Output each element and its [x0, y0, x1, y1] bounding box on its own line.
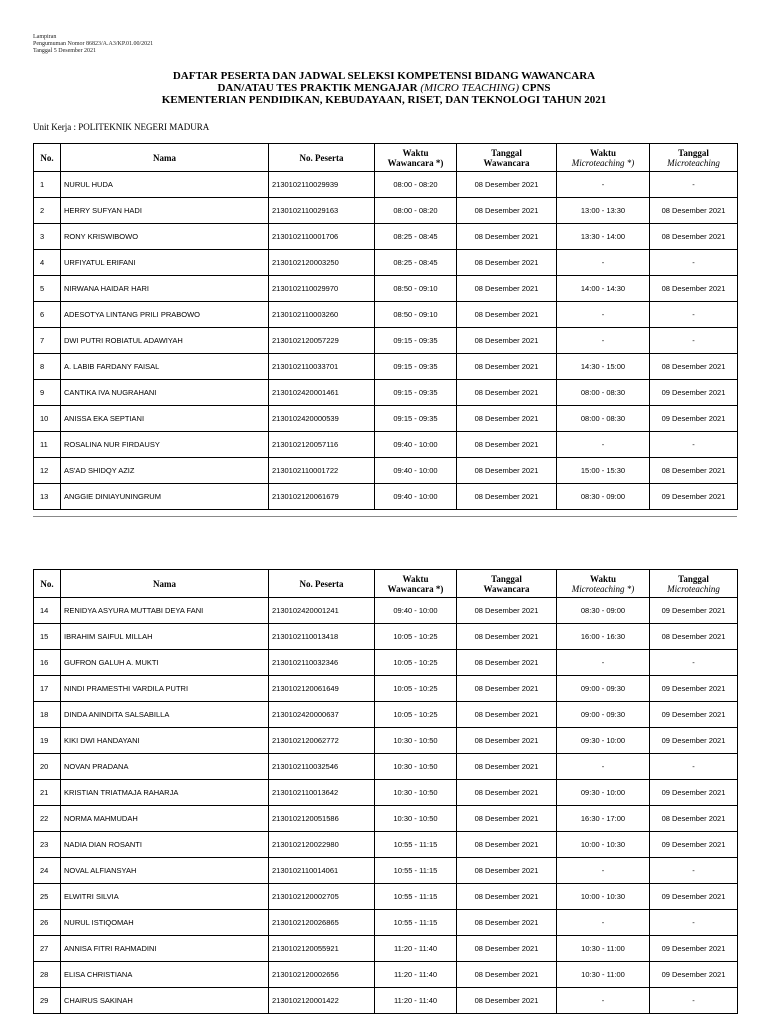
- cell-waktu-microteaching: 10:00 - 10:30: [557, 832, 650, 858]
- cell-no-peserta: 2130102420001241: [269, 598, 375, 624]
- cell-no-peserta: 2130102110029939: [269, 172, 375, 198]
- cell-nama: ANGGIE DINIAYUNINGRUM: [61, 484, 269, 510]
- cell-waktu-wawancara: 10:55 - 11:15: [375, 910, 457, 936]
- cell-tanggal-wawancara: 08 Desember 2021: [457, 302, 557, 328]
- cell-no-peserta: 2130102110003260: [269, 302, 375, 328]
- cell-waktu-microteaching: 10:30 - 11:00: [557, 962, 650, 988]
- cell-no-peserta: 2130102110033701: [269, 354, 375, 380]
- col-header-no: No.: [34, 570, 61, 598]
- table-row: [34, 328, 738, 354]
- cell-tanggal-wawancara: 08 Desember 2021: [457, 936, 557, 962]
- table-row: [34, 354, 738, 380]
- cell-tanggal-microteaching: -: [650, 754, 738, 780]
- cell-nama: GUFRON GALUH A. MUKTI: [61, 650, 269, 676]
- cell-no: 11: [34, 432, 61, 458]
- cell-waktu-wawancara: 10:55 - 11:15: [375, 858, 457, 884]
- cell-no: 18: [34, 702, 61, 728]
- cell-waktu-wawancara: 09:40 - 10:00: [375, 432, 457, 458]
- title-line-2-post: CPNS: [519, 82, 551, 94]
- cell-tanggal-wawancara: 08 Desember 2021: [457, 598, 557, 624]
- cell-no-peserta: 2130102120057229: [269, 328, 375, 354]
- hdr-tgl-m-2: Microteaching: [667, 583, 720, 594]
- hdr-tgl-w-1: Tanggal: [491, 147, 522, 158]
- cell-tanggal-microteaching: 09 Desember 2021: [650, 962, 738, 988]
- announcement-number: Pengumuman Nomor 86823/A.A3/KP.01.00/2021: [33, 41, 154, 47]
- cell-waktu-wawancara: 11:20 - 11:40: [375, 936, 457, 962]
- cell-waktu-microteaching: -: [557, 172, 650, 198]
- cell-no-peserta: 2130102120001422: [269, 988, 375, 1014]
- cell-waktu-microteaching: 14:00 - 14:30: [557, 276, 650, 302]
- cell-tanggal-wawancara: 08 Desember 2021: [457, 676, 557, 702]
- cell-tanggal-microteaching: 09 Desember 2021: [650, 380, 738, 406]
- col-header-tanggal-wawancara: [457, 570, 557, 598]
- table-row: [34, 302, 738, 328]
- hdr-tgl-w-1: Tanggal: [491, 573, 522, 584]
- cell-tanggal-microteaching: 09 Desember 2021: [650, 702, 738, 728]
- cell-waktu-microteaching: 09:30 - 10:00: [557, 728, 650, 754]
- cell-waktu-wawancara: 10:30 - 10:50: [375, 754, 457, 780]
- col-header-waktu-wawancara: [375, 144, 457, 172]
- cell-no-peserta: 2130102120022980: [269, 832, 375, 858]
- cell-waktu-microteaching: -: [557, 650, 650, 676]
- cell-nama: NURUL HUDA: [61, 172, 269, 198]
- cell-tanggal-wawancara: 08 Desember 2021: [457, 780, 557, 806]
- cell-waktu-wawancara: 08:00 - 08:20: [375, 198, 457, 224]
- cell-waktu-wawancara: 08:25 - 08:45: [375, 224, 457, 250]
- cell-waktu-wawancara: 10:05 - 10:25: [375, 650, 457, 676]
- cell-waktu-wawancara: 11:20 - 11:40: [375, 962, 457, 988]
- cell-waktu-microteaching: 09:30 - 10:00: [557, 780, 650, 806]
- cell-tanggal-wawancara: 08 Desember 2021: [457, 328, 557, 354]
- table-row: [34, 458, 738, 484]
- cell-waktu-wawancara: 10:05 - 10:25: [375, 624, 457, 650]
- cell-no: 22: [34, 806, 61, 832]
- col-header-nama: Nama: [61, 570, 269, 598]
- cell-waktu-wawancara: 09:40 - 10:00: [375, 598, 457, 624]
- cell-waktu-microteaching: 13:00 - 13:30: [557, 198, 650, 224]
- cell-tanggal-microteaching: 08 Desember 2021: [650, 806, 738, 832]
- cell-nama: ROSALINA NUR FIRDAUSY: [61, 432, 269, 458]
- cell-tanggal-wawancara: 08 Desember 2021: [457, 624, 557, 650]
- table-row: [34, 624, 738, 650]
- title-line-2: [0, 82, 768, 94]
- cell-waktu-microteaching: 08:30 - 09:00: [557, 484, 650, 510]
- attachment-label: Lampiran: [33, 34, 57, 40]
- cell-nama: RONY KRISWIBOWO: [61, 224, 269, 250]
- title-line-2-italic: (MICRO TEACHING): [420, 82, 520, 94]
- cell-nama: NOVAN PRADANA: [61, 754, 269, 780]
- cell-tanggal-wawancara: 08 Desember 2021: [457, 484, 557, 510]
- cell-nama: IBRAHIM SAIFUL MILLAH: [61, 624, 269, 650]
- hdr-tgl-w-2: Wawancara: [483, 157, 530, 168]
- table-row: [34, 806, 738, 832]
- cell-tanggal-microteaching: 09 Desember 2021: [650, 598, 738, 624]
- cell-waktu-microteaching: 08:30 - 09:00: [557, 598, 650, 624]
- cell-no: 28: [34, 962, 61, 988]
- cell-no: 12: [34, 458, 61, 484]
- cell-waktu-microteaching: -: [557, 754, 650, 780]
- cell-no-peserta: 2130102110029163: [269, 198, 375, 224]
- cell-nama: HERRY SUFYAN HADI: [61, 198, 269, 224]
- cell-waktu-microteaching: 15:00 - 15:30: [557, 458, 650, 484]
- hdr-waktu-m-1: Waktu: [589, 147, 616, 158]
- hdr-waktu-m-2: Microteaching *): [571, 583, 635, 594]
- col-header-tanggal-wawancara: [457, 144, 557, 172]
- table-body-1: [34, 172, 738, 510]
- cell-tanggal-wawancara: 08 Desember 2021: [457, 806, 557, 832]
- table-row: [34, 728, 738, 754]
- cell-nama: KRISTIAN TRIATMAJA RAHARJA: [61, 780, 269, 806]
- cell-waktu-wawancara: 10:30 - 10:50: [375, 780, 457, 806]
- table-header-row: [34, 144, 738, 172]
- cell-no: 13: [34, 484, 61, 510]
- cell-nama: ELISA CHRISTIANA: [61, 962, 269, 988]
- cell-no: 5: [34, 276, 61, 302]
- cell-tanggal-wawancara: 08 Desember 2021: [457, 754, 557, 780]
- hdr-tgl-m-1: Tanggal: [678, 573, 709, 584]
- table-row: [34, 250, 738, 276]
- table-row: [34, 172, 738, 198]
- hdr-tgl-m-2: Microteaching: [667, 157, 720, 168]
- cell-tanggal-wawancara: 08 Desember 2021: [457, 884, 557, 910]
- cell-waktu-wawancara: 08:00 - 08:20: [375, 172, 457, 198]
- cell-waktu-microteaching: 08:00 - 08:30: [557, 406, 650, 432]
- table-body-2: [34, 598, 738, 1014]
- cell-tanggal-microteaching: -: [650, 250, 738, 276]
- cell-tanggal-wawancara: 08 Desember 2021: [457, 276, 557, 302]
- cell-nama: ADESOTYA LINTANG PRILI PRABOWO: [61, 302, 269, 328]
- cell-waktu-wawancara: 10:05 - 10:25: [375, 702, 457, 728]
- table-row: [34, 484, 738, 510]
- cell-waktu-wawancara: 09:15 - 09:35: [375, 406, 457, 432]
- cell-nama: A. LABIB FARDANY FAISAL: [61, 354, 269, 380]
- cell-no: 17: [34, 676, 61, 702]
- table-row: [34, 380, 738, 406]
- cell-no-peserta: 2130102420000637: [269, 702, 375, 728]
- cell-no-peserta: 2130102420000539: [269, 406, 375, 432]
- cell-no: 15: [34, 624, 61, 650]
- cell-nama: CHAIRUS SAKINAH: [61, 988, 269, 1014]
- cell-nama: NURUL ISTIQOMAH: [61, 910, 269, 936]
- cell-no: 3: [34, 224, 61, 250]
- table-row: [34, 832, 738, 858]
- cell-nama: ELWITRI SILVIA: [61, 884, 269, 910]
- col-header-waktu-wawancara: [375, 570, 457, 598]
- cell-tanggal-microteaching: -: [650, 302, 738, 328]
- cell-tanggal-microteaching: 08 Desember 2021: [650, 458, 738, 484]
- table-row: [34, 910, 738, 936]
- cell-tanggal-wawancara: 08 Desember 2021: [457, 198, 557, 224]
- cell-no: 7: [34, 328, 61, 354]
- cell-no-peserta: 2130102110001706: [269, 224, 375, 250]
- cell-nama: NINDI PRAMESTHI VARDILA PUTRI: [61, 676, 269, 702]
- cell-no: 29: [34, 988, 61, 1014]
- cell-no: 4: [34, 250, 61, 276]
- cell-tanggal-microteaching: 08 Desember 2021: [650, 224, 738, 250]
- cell-tanggal-microteaching: -: [650, 432, 738, 458]
- cell-waktu-microteaching: 09:00 - 09:30: [557, 702, 650, 728]
- cell-no: 1: [34, 172, 61, 198]
- table-row: [34, 936, 738, 962]
- title-line-2-pre: DAN/ATAU TES PRAKTIK MENGAJAR: [217, 82, 421, 94]
- cell-nama: DWI PUTRI ROBIATUL ADAWIYAH: [61, 328, 269, 354]
- cell-no-peserta: 2130102120003250: [269, 250, 375, 276]
- cell-tanggal-wawancara: 08 Desember 2021: [457, 962, 557, 988]
- cell-nama: CANTIKA IVA NUGRAHANI: [61, 380, 269, 406]
- col-header-nama: Nama: [61, 144, 269, 172]
- cell-tanggal-wawancara: 08 Desember 2021: [457, 702, 557, 728]
- hdr-tgl-w-2: Wawancara: [483, 583, 530, 594]
- cell-no: 9: [34, 380, 61, 406]
- table-row: [34, 858, 738, 884]
- cell-no-peserta: 2130102420001461: [269, 380, 375, 406]
- cell-no: 8: [34, 354, 61, 380]
- cell-tanggal-wawancara: 08 Desember 2021: [457, 432, 557, 458]
- cell-tanggal-microteaching: 09 Desember 2021: [650, 884, 738, 910]
- cell-no: 2: [34, 198, 61, 224]
- cell-no-peserta: 2130102110029970: [269, 276, 375, 302]
- col-header-waktu-microteaching: [557, 144, 650, 172]
- cell-no-peserta: 2130102120061679: [269, 484, 375, 510]
- cell-tanggal-microteaching: -: [650, 172, 738, 198]
- cell-tanggal-microteaching: 08 Desember 2021: [650, 276, 738, 302]
- cell-no-peserta: 2130102120026865: [269, 910, 375, 936]
- cell-no-peserta: 2130102110032346: [269, 650, 375, 676]
- cell-waktu-wawancara: 10:55 - 11:15: [375, 832, 457, 858]
- cell-tanggal-wawancara: 08 Desember 2021: [457, 728, 557, 754]
- hdr-waktu-m-1: Waktu: [589, 573, 616, 584]
- table-row: [34, 780, 738, 806]
- cell-waktu-wawancara: 09:40 - 10:00: [375, 484, 457, 510]
- cell-waktu-wawancara: 09:15 - 09:35: [375, 354, 457, 380]
- cell-waktu-wawancara: 10:55 - 11:15: [375, 884, 457, 910]
- cell-nama: NORMA MAHMUDAH: [61, 806, 269, 832]
- cell-waktu-microteaching: -: [557, 302, 650, 328]
- participant-table-2: [33, 569, 738, 1014]
- cell-no: 23: [34, 832, 61, 858]
- col-header-no: No.: [34, 144, 61, 172]
- col-header-tanggal-microteaching: [650, 144, 738, 172]
- cell-waktu-microteaching: -: [557, 250, 650, 276]
- table-row: [34, 198, 738, 224]
- cell-nama: URFIYATUL ERIFANI: [61, 250, 269, 276]
- cell-waktu-microteaching: -: [557, 432, 650, 458]
- cell-waktu-wawancara: 09:40 - 10:00: [375, 458, 457, 484]
- cell-waktu-wawancara: 08:50 - 09:10: [375, 302, 457, 328]
- cell-tanggal-wawancara: 08 Desember 2021: [457, 380, 557, 406]
- cell-tanggal-microteaching: 08 Desember 2021: [650, 354, 738, 380]
- title-line-3: KEMENTERIAN PENDIDIKAN, KEBUDAYAAN, RISET, DAN TEKNOLOGI TAHUN 2021: [161, 94, 607, 106]
- cell-no: 16: [34, 650, 61, 676]
- cell-nama: AS'AD SHIDQY AZIZ: [61, 458, 269, 484]
- cell-tanggal-wawancara: 08 Desember 2021: [457, 858, 557, 884]
- cell-no-peserta: 2130102120002705: [269, 884, 375, 910]
- title-line-1: DAFTAR PESERTA DAN JADWAL SELEKSI KOMPETENSI BIDANG WAWANCARA: [172, 70, 596, 82]
- attachment-note: [33, 34, 153, 55]
- cell-no-peserta: 2130102110013418: [269, 624, 375, 650]
- cell-waktu-microteaching: 16:00 - 16:30: [557, 624, 650, 650]
- hdr-waktu-w-1: Waktu: [402, 573, 429, 584]
- cell-tanggal-microteaching: 09 Desember 2021: [650, 780, 738, 806]
- table-row: [34, 598, 738, 624]
- cell-nama: NADIA DIAN ROSANTI: [61, 832, 269, 858]
- hdr-waktu-w-2: Wawancara *): [387, 583, 444, 594]
- col-header-waktu-microteaching: [557, 570, 650, 598]
- cell-waktu-wawancara: 10:30 - 10:50: [375, 806, 457, 832]
- table-row: [34, 406, 738, 432]
- cell-no-peserta: 2130102120057116: [269, 432, 375, 458]
- cell-waktu-microteaching: 09:00 - 09:30: [557, 676, 650, 702]
- cell-waktu-wawancara: 11:20 - 11:40: [375, 988, 457, 1014]
- cell-no-peserta: 2130102120062772: [269, 728, 375, 754]
- cell-waktu-microteaching: 10:30 - 11:00: [557, 936, 650, 962]
- hdr-tgl-m-1: Tanggal: [678, 147, 709, 158]
- cell-no-peserta: 2130102120055921: [269, 936, 375, 962]
- cell-tanggal-wawancara: 08 Desember 2021: [457, 406, 557, 432]
- unit-kerja: Unit Kerja : POLITEKNIK NEGERI MADURA: [33, 122, 210, 132]
- cell-tanggal-microteaching: 09 Desember 2021: [650, 728, 738, 754]
- cell-waktu-microteaching: 13:30 - 14:00: [557, 224, 650, 250]
- cell-tanggal-wawancara: 08 Desember 2021: [457, 910, 557, 936]
- cell-waktu-microteaching: 16:30 - 17:00: [557, 806, 650, 832]
- cell-nama: ANNISA FITRI RAHMADINI: [61, 936, 269, 962]
- cell-tanggal-microteaching: -: [650, 650, 738, 676]
- cell-waktu-microteaching: -: [557, 858, 650, 884]
- cell-tanggal-microteaching: 09 Desember 2021: [650, 936, 738, 962]
- participant-table-1: [33, 143, 738, 510]
- cell-tanggal-microteaching: 09 Desember 2021: [650, 832, 738, 858]
- table-row: [34, 650, 738, 676]
- cell-tanggal-microteaching: 08 Desember 2021: [650, 198, 738, 224]
- cell-waktu-microteaching: 08:00 - 08:30: [557, 380, 650, 406]
- cell-waktu-wawancara: 10:05 - 10:25: [375, 676, 457, 702]
- cell-tanggal-wawancara: 08 Desember 2021: [457, 458, 557, 484]
- cell-nama: NIRWANA HAIDAR HARI: [61, 276, 269, 302]
- cell-no: 27: [34, 936, 61, 962]
- cell-no-peserta: 2130102110032546: [269, 754, 375, 780]
- cell-waktu-wawancara: 08:25 - 08:45: [375, 250, 457, 276]
- table-row: [34, 432, 738, 458]
- table-row: [34, 224, 738, 250]
- cell-tanggal-microteaching: 08 Desember 2021: [650, 624, 738, 650]
- announcement-date: Tanggal 5 Desember 2021: [33, 48, 97, 54]
- cell-tanggal-wawancara: 08 Desember 2021: [457, 650, 557, 676]
- hdr-waktu-w-1: Waktu: [402, 147, 429, 158]
- cell-waktu-wawancara: 09:15 - 09:35: [375, 328, 457, 354]
- table-row: [34, 988, 738, 1014]
- cell-waktu-microteaching: 10:00 - 10:30: [557, 884, 650, 910]
- cell-waktu-microteaching: -: [557, 910, 650, 936]
- cell-tanggal-wawancara: 08 Desember 2021: [457, 224, 557, 250]
- cell-tanggal-microteaching: 09 Desember 2021: [650, 406, 738, 432]
- cell-tanggal-microteaching: 09 Desember 2021: [650, 484, 738, 510]
- cell-no: 19: [34, 728, 61, 754]
- cell-nama: KIKI DWI HANDAYANI: [61, 728, 269, 754]
- cell-tanggal-wawancara: 08 Desember 2021: [457, 354, 557, 380]
- cell-tanggal-wawancara: 08 Desember 2021: [457, 250, 557, 276]
- cell-tanggal-wawancara: 08 Desember 2021: [457, 988, 557, 1014]
- table-row: [34, 276, 738, 302]
- table-row: [34, 962, 738, 988]
- cell-nama: RENIDYA ASYURA MUTTABI DEYA FANI: [61, 598, 269, 624]
- cell-nama: DINDA ANINDITA SALSABILLA: [61, 702, 269, 728]
- cell-no: 24: [34, 858, 61, 884]
- cell-no-peserta: 2130102110001722: [269, 458, 375, 484]
- cell-no: 26: [34, 910, 61, 936]
- col-header-no-peserta: No. Peserta: [269, 570, 375, 598]
- cell-waktu-wawancara: 10:30 - 10:50: [375, 728, 457, 754]
- hdr-waktu-m-2: Microteaching *): [571, 157, 635, 168]
- col-header-no-peserta: No. Peserta: [269, 144, 375, 172]
- cell-nama: ANISSA EKA SEPTIANI: [61, 406, 269, 432]
- cell-no-peserta: 2130102120061649: [269, 676, 375, 702]
- cell-tanggal-wawancara: 08 Desember 2021: [457, 172, 557, 198]
- cell-waktu-wawancara: 08:50 - 09:10: [375, 276, 457, 302]
- table-row: [34, 702, 738, 728]
- hdr-waktu-w-2: Wawancara *): [387, 157, 444, 168]
- cell-waktu-microteaching: -: [557, 988, 650, 1014]
- table-row: [34, 676, 738, 702]
- cell-waktu-microteaching: -: [557, 328, 650, 354]
- cell-tanggal-microteaching: -: [650, 858, 738, 884]
- cell-no: 14: [34, 598, 61, 624]
- table-header-row: [34, 570, 738, 598]
- cell-tanggal-microteaching: 09 Desember 2021: [650, 676, 738, 702]
- cell-waktu-wawancara: 09:15 - 09:35: [375, 380, 457, 406]
- cell-tanggal-microteaching: -: [650, 910, 738, 936]
- cell-waktu-microteaching: 14:30 - 15:00: [557, 354, 650, 380]
- cell-no: 21: [34, 780, 61, 806]
- cell-no-peserta: 2130102120002656: [269, 962, 375, 988]
- cell-no-peserta: 2130102110013642: [269, 780, 375, 806]
- cell-tanggal-microteaching: -: [650, 988, 738, 1014]
- cell-no: 6: [34, 302, 61, 328]
- document-title: [0, 70, 768, 106]
- table-row: [34, 884, 738, 910]
- cell-no-peserta: 2130102120051586: [269, 806, 375, 832]
- table-row: [34, 754, 738, 780]
- cell-no: 10: [34, 406, 61, 432]
- cell-nama: NOVAL ALFIANSYAH: [61, 858, 269, 884]
- cell-no-peserta: 2130102110014061: [269, 858, 375, 884]
- cell-tanggal-microteaching: -: [650, 328, 738, 354]
- cell-no: 20: [34, 754, 61, 780]
- cell-tanggal-wawancara: 08 Desember 2021: [457, 832, 557, 858]
- page-separator: [33, 516, 737, 517]
- cell-no: 25: [34, 884, 61, 910]
- col-header-tanggal-microteaching: [650, 570, 738, 598]
